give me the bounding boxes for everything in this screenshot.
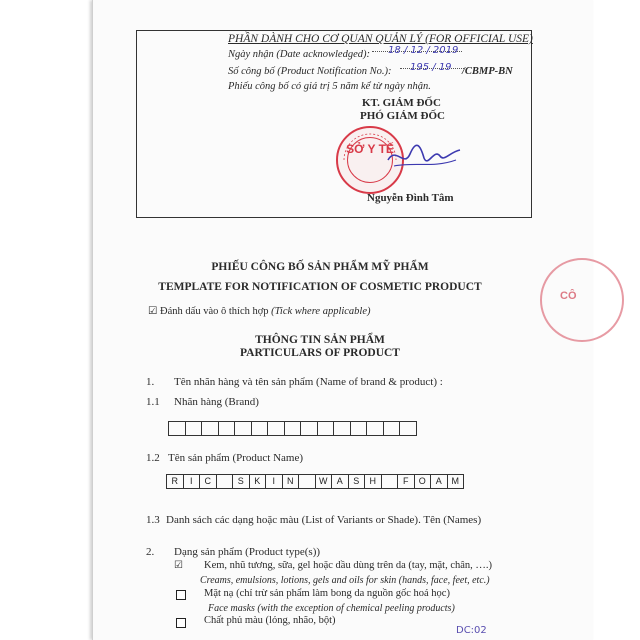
brand-name-cell	[268, 422, 285, 435]
item-2-number: 2.	[146, 546, 155, 558]
brand-name-cell	[384, 422, 401, 435]
form-title-en: TEMPLATE FOR NOTIFICATION OF COSMETIC PRODUCT	[158, 281, 482, 293]
product-name-cell: H	[365, 475, 382, 488]
product-name-cell: I	[266, 475, 283, 488]
type-2-en: Face masks (with the exception of chemical peeling products)	[208, 603, 455, 614]
item-1-2-number: 1.2	[146, 452, 160, 464]
type-1-checked-icon: ☑	[174, 560, 183, 571]
product-name-cell: N	[283, 475, 300, 488]
brand-name-cell	[367, 422, 384, 435]
corner-handwritten-note: DC:02	[456, 625, 487, 636]
notification-no-suffix: /CBMP-BN	[462, 66, 513, 77]
brand-name-cell	[186, 422, 203, 435]
type-1-en: Creams, emulsions, lotions, gels and oils for skin (hands, face, feet, etc.)	[200, 575, 490, 586]
item-1-3-number: 1.3	[146, 514, 160, 526]
product-name-cell: S	[349, 475, 366, 488]
tick-note	[148, 305, 371, 317]
director-title: KT. GIÁM ĐỐC	[362, 97, 441, 109]
notification-no-label: Số công bố (Product Notification No.):	[228, 66, 392, 77]
deputy-director-title: PHÓ GIÁM ĐỐC	[360, 110, 445, 122]
product-name-cell: K	[250, 475, 267, 488]
product-name-cell: W	[316, 475, 333, 488]
brand-name-cell	[285, 422, 302, 435]
brand-name-cell	[219, 422, 236, 435]
brand-name-cell	[334, 422, 351, 435]
official-use-title: PHẦN DÀNH CHO CƠ QUAN QUẢN LÝ (FOR OFFICIAL USE)	[228, 33, 533, 45]
brand-name-cell	[301, 422, 318, 435]
item-1-text: Tên nhãn hàng và tên sản phẩm (Name of brand & product) :	[174, 376, 443, 388]
product-name-cell: R	[167, 475, 184, 488]
type-2-vi: Mặt nạ (chỉ trừ sản phẩm làm bong da nguồn gốc hoá học)	[204, 588, 450, 599]
brand-name-cell	[252, 422, 269, 435]
side-stamp-text: CÔ	[560, 290, 577, 302]
product-name-cell: A	[332, 475, 349, 488]
product-name-cell	[382, 475, 399, 488]
product-name-cell: M	[451, 476, 459, 486]
tick-note-checkbox-icon: ☑	[148, 306, 158, 317]
signer-name: Nguyễn Đình Tâm	[367, 192, 454, 204]
brand-name-cell	[202, 422, 219, 435]
brand-name-cell	[169, 422, 186, 435]
product-name-cell	[217, 475, 234, 488]
section-title-vi: THÔNG TIN SẢN PHẨM	[255, 334, 385, 346]
handwritten-signature	[384, 138, 464, 176]
tick-note-en: (Tick where applicable)	[271, 306, 371, 317]
product-name-cell: S	[233, 475, 250, 488]
product-name-cell: O	[415, 475, 432, 488]
product-name-cell: I	[184, 475, 201, 488]
brand-name-cell	[351, 422, 368, 435]
section-title-en: PARTICULARS OF PRODUCT	[240, 347, 400, 359]
brand-name-boxes	[168, 421, 417, 436]
product-name-cell: A	[431, 475, 448, 488]
date-acknowledged-label: Ngày nhận (Date acknowledged):	[228, 49, 371, 60]
item-1-3-text: Danh sách các dạng hoặc màu (List of Variants or Shade). Tên (Names)	[166, 514, 482, 526]
brand-name-cell	[318, 422, 335, 435]
brand-name-cell	[400, 422, 416, 435]
product-name-boxes	[166, 474, 464, 489]
tick-note-vi: Đánh dấu vào ô thích hợp	[160, 306, 269, 317]
product-name-cell: C	[200, 475, 217, 488]
validity-note: Phiếu công bố có giá trị 5 năm kể từ ngày nhận.	[228, 81, 431, 92]
type-2-checkbox	[176, 590, 186, 600]
stamp-text: SỞ Y TẾ	[346, 142, 394, 156]
item-1-2-text: Tên sản phẩm (Product Name)	[168, 452, 304, 464]
brand-name-cell	[235, 422, 252, 435]
item-1-1-text: Nhãn hàng (Brand)	[174, 396, 259, 408]
product-name-cell	[299, 475, 316, 488]
type-3-vi: Chất phủ màu (lỏng, nhão, bột)	[204, 615, 336, 626]
item-1-1-number: 1.1	[146, 396, 160, 408]
item-2-text: Dạng sản phẩm (Product type(s))	[174, 546, 321, 558]
form-title-vi: PHIẾU CÔNG BỐ SẢN PHẨM MỸ PHẨM	[211, 261, 429, 273]
type-1-vi: Kem, nhũ tương, sữa, gel hoặc dầu dùng trên da (tay, mặt, chân, ….)	[204, 560, 493, 571]
type-3-checkbox	[176, 618, 186, 628]
product-name-cell: F	[398, 475, 415, 488]
item-1-number: 1.	[146, 376, 155, 388]
date-acknowledged-value: 18 / 12 / 2019	[388, 45, 459, 56]
notification-no-value: 195 / 19	[410, 62, 452, 73]
